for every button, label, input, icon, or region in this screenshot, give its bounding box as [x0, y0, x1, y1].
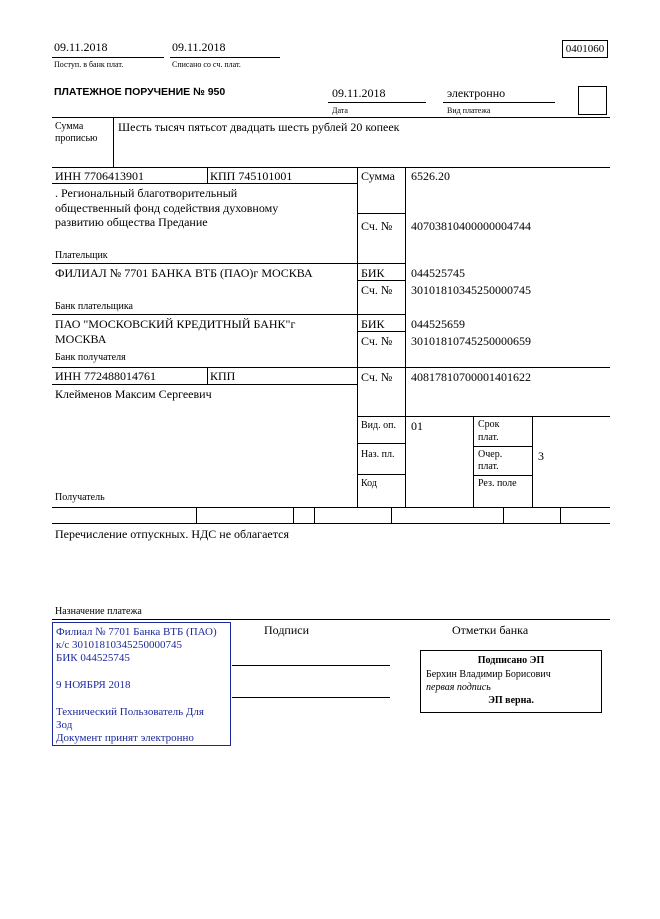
- payee-name: Клейменов Максим Сергеевич: [55, 387, 212, 401]
- payer-account-label: Сч. №: [361, 219, 393, 233]
- e-signature-status: ЭП верна.: [488, 695, 534, 706]
- payer-kpp: КПП 745101001: [210, 169, 293, 183]
- payer-name-1: . Региональный благотворительный: [55, 186, 238, 200]
- bank-marks-label: Отметки банка: [452, 623, 529, 637]
- kod-label: Код: [361, 478, 377, 489]
- rez-pole-label: Рез. поле: [478, 478, 517, 489]
- bank-received-date: 09.11.2018: [54, 40, 108, 54]
- payer-sum-label: Сумма: [361, 169, 395, 183]
- signatures-label: Подписи: [264, 623, 310, 637]
- debited-date: 09.11.2018: [172, 40, 226, 54]
- payee-bank-name-2: МОСКВА: [55, 332, 107, 346]
- debited-label: Списано со сч. плат.: [172, 60, 241, 69]
- payee-account: 40817810700001401622: [411, 370, 531, 384]
- payment-type-label: Вид платежа: [447, 106, 491, 115]
- payer-bank-name: ФИЛИАЛ № 7701 БАНКА ВТБ (ПАО)г МОСКВА: [55, 266, 313, 280]
- bank-stamp-date: 9 НОЯБРЯ 2018: [56, 679, 131, 691]
- vid-op-value: 01: [411, 419, 423, 433]
- bank-stamp-line-1: Филиал № 7701 Банка ВТБ (ПАО): [56, 626, 217, 638]
- payer-name-3: развитию общества Предание: [55, 215, 208, 229]
- payee-bank-label: Банк получателя: [55, 352, 126, 363]
- ocher-label-2: плат.: [478, 461, 499, 472]
- payer-bank-label: Банк плательщика: [55, 301, 133, 312]
- payee-bank-name-1: ПАО "МОСКОВСКИЙ КРЕДИТНЫЙ БАНК"г: [55, 317, 296, 331]
- srok-label-1: Срок: [478, 419, 500, 430]
- amount-words-label-1: Сумма: [55, 121, 84, 132]
- order-date-label: Дата: [332, 106, 348, 115]
- payer-inn: ИНН 7706413901: [55, 169, 144, 183]
- payee-inn: ИНН 772488014761: [55, 369, 156, 383]
- payee-bank-bik-label: БИК: [361, 317, 385, 331]
- payee-bank-account: 30101810745250000659: [411, 334, 531, 348]
- order-date: 09.11.2018: [332, 86, 386, 100]
- ocher-value: 3: [538, 449, 544, 463]
- payer-account: 40703810400000004744: [411, 219, 531, 233]
- bank-stamp-line-6: Зод: [56, 719, 73, 731]
- amount-words-label-2: прописью: [55, 133, 98, 144]
- payer-bank-account-label: Сч. №: [361, 283, 393, 297]
- payer-sum: 6526.20: [411, 169, 450, 183]
- e-signature-name: Берхин Владимир Борисович: [426, 669, 551, 680]
- payer-bank-bik: 044525745: [411, 266, 465, 280]
- ocher-label-1: Очер.: [478, 449, 503, 460]
- purpose-text: Перечисление отпускных. НДС не облагается: [55, 527, 289, 541]
- bank-stamp-line-2: к/с 30101810345250000745: [56, 639, 183, 651]
- page-title: ПЛАТЕЖНОЕ ПОРУЧЕНИЕ № 950: [54, 86, 226, 98]
- payer-label: Плательщик: [55, 250, 108, 261]
- payer-bank-account: 30101810345250000745: [411, 283, 531, 297]
- e-signature-title: Подписано ЭП: [477, 655, 545, 666]
- bank-stamp-line-5: Технический Пользователь Для: [56, 706, 204, 718]
- e-signature-role: первая подпись: [426, 682, 491, 693]
- srok-label-2: плат.: [478, 432, 499, 443]
- vid-op-label: Вид. оп.: [361, 420, 396, 431]
- naz-pl-label: Наз. пл.: [361, 449, 395, 460]
- payer-name-2: общественный фонд содействия духовному: [55, 201, 279, 215]
- bank-stamp-line-3: БИК 044525745: [56, 652, 130, 664]
- payee-bank-bik: 044525659: [411, 317, 465, 331]
- form-code: 0401060: [562, 40, 608, 58]
- payer-bank-bik-label: БИК: [361, 266, 385, 280]
- payee-bank-account-label: Сч. №: [361, 334, 393, 348]
- payment-type: электронно: [447, 86, 506, 100]
- bank-received-label: Поступ. в банк плат.: [54, 60, 124, 69]
- purpose-label: Назначение платежа: [55, 606, 142, 617]
- payee-account-label: Сч. №: [361, 370, 393, 384]
- amount-words-value: Шесть тысяч пятьсот двадцать шесть рублей 20 копеек: [118, 120, 400, 134]
- payee-label: Получатель: [55, 492, 105, 503]
- status-box: [578, 86, 607, 115]
- payee-kpp: КПП: [210, 369, 236, 383]
- bank-stamp-line-7: Документ принят электронно: [56, 732, 194, 744]
